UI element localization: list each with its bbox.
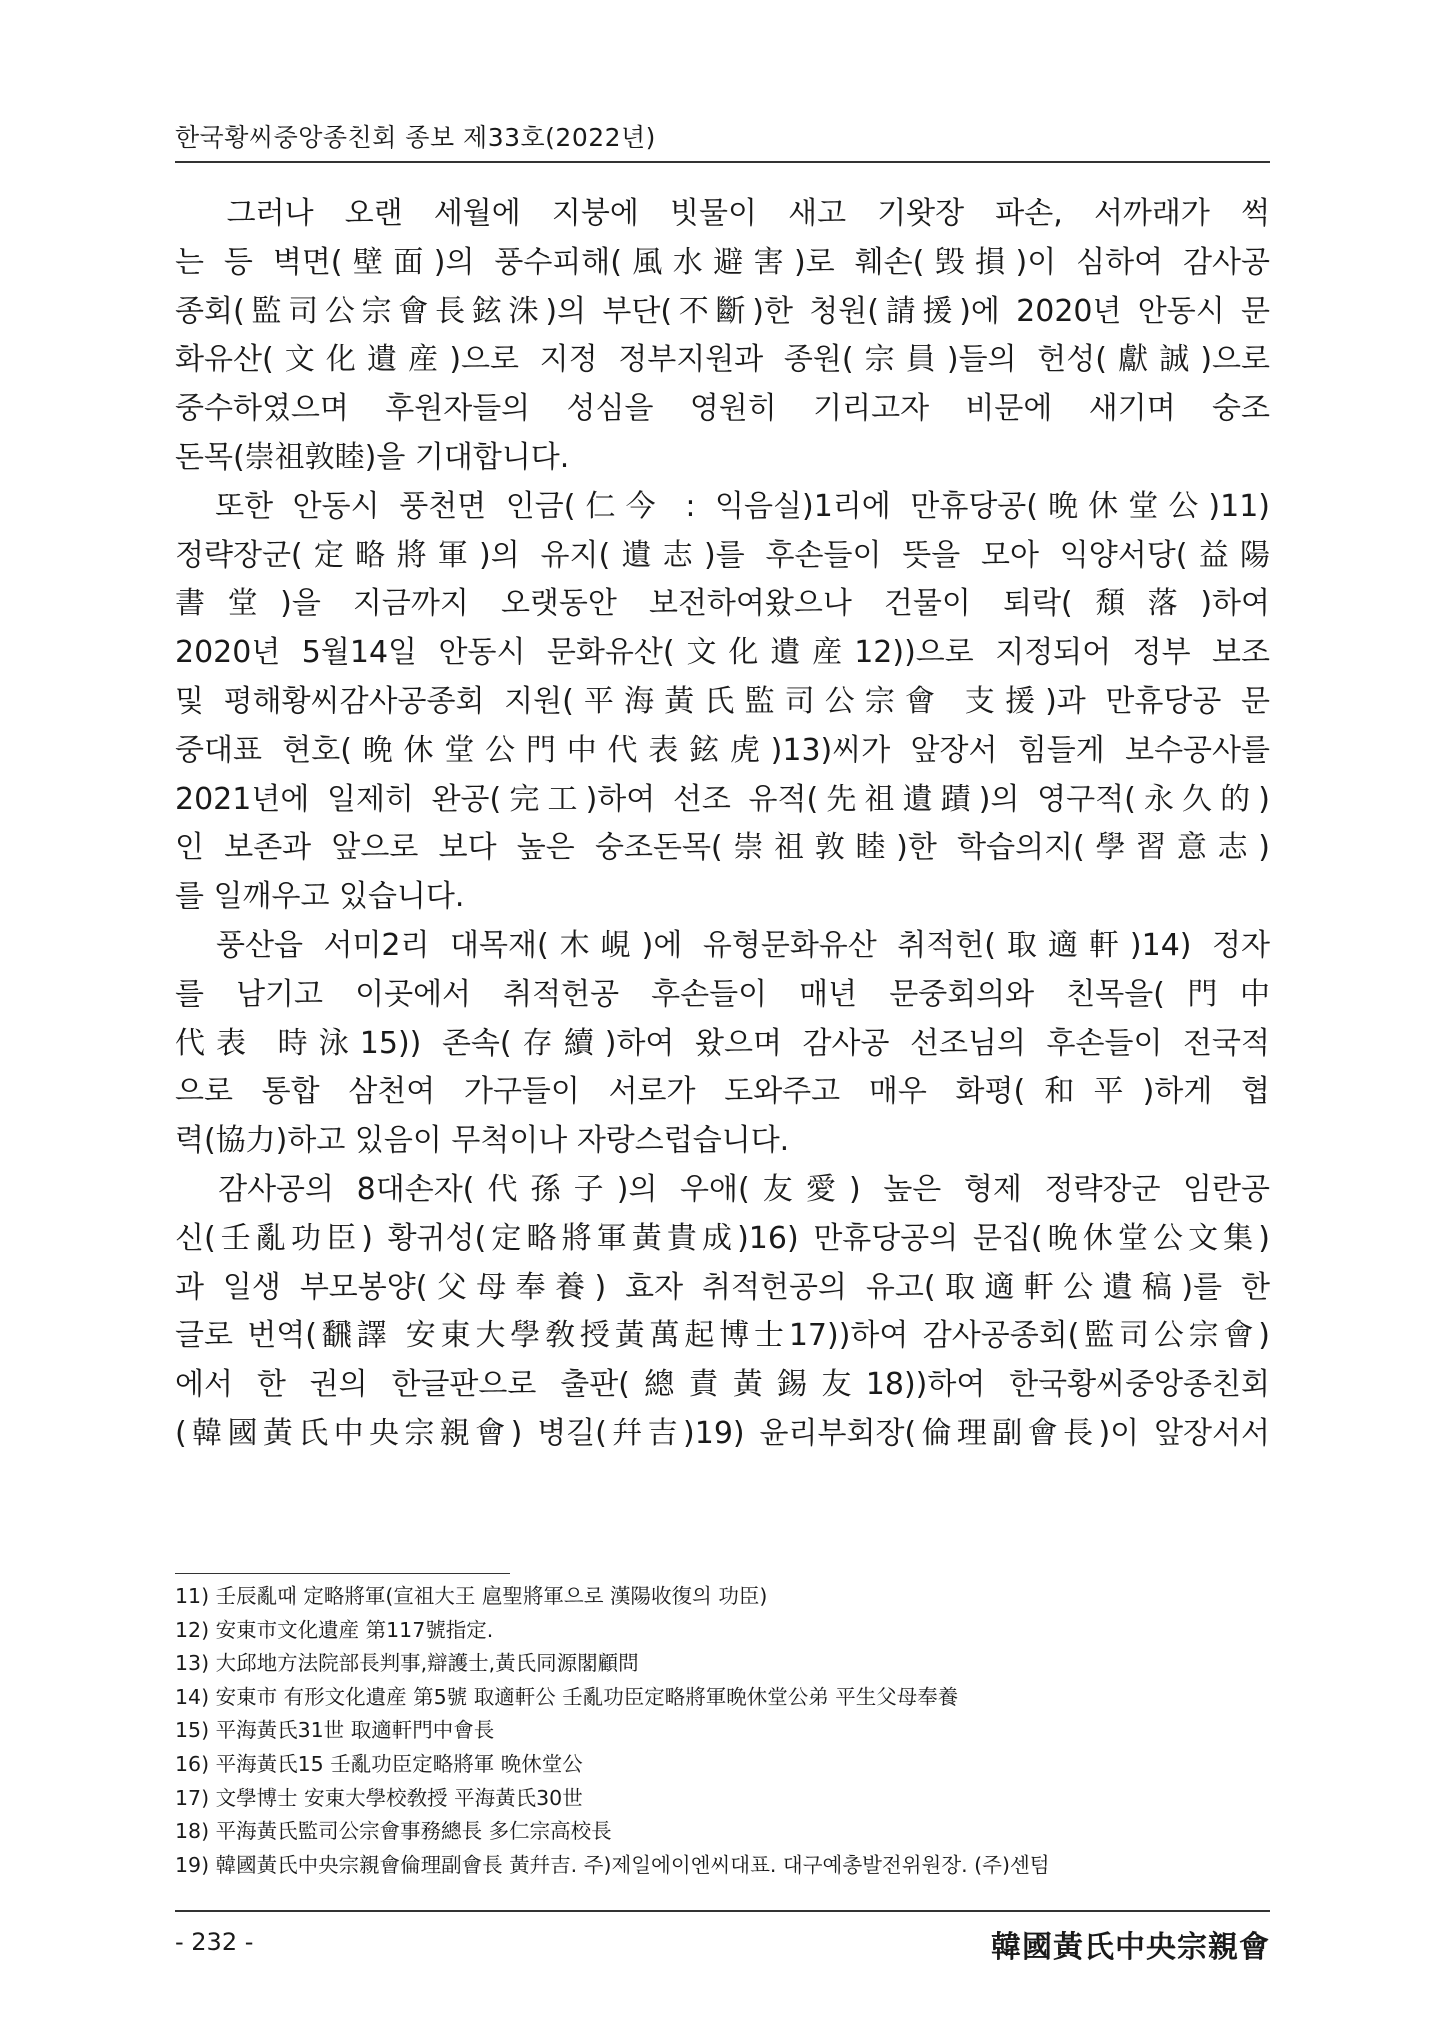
body-line: 代表 時泳15)) 존속(存續)하여 왔으며 감사공 선조님의 후손들이 전국적: [175, 1025, 1270, 1061]
body-line: 화유산(文化遺産)으로 지정 정부지원과 종원(宗員)들의 헌성(獻誠)으로: [175, 342, 1270, 378]
footnote: 17) 文學博士 安東大學校敎授 平海黃氏30世: [175, 1785, 583, 1810]
body-line: 를 일깨우고 있습니다.: [175, 879, 465, 915]
body-line: 2021년에 일제히 완공(完工)하여 선조 유적(先祖遺蹟)의 영구적(永久的): [175, 781, 1270, 817]
footnotes: [175, 1580, 1270, 1882]
footnote-divider: [175, 1573, 510, 1574]
body-line: 및 평해황씨감사공종회 지원(平海黃氏監司公宗會 支援)과 만휴당공 문: [175, 683, 1270, 719]
footnote: 15) 平海黃氏31世 取適軒門中會長: [175, 1718, 495, 1743]
footer-organization: 韓國黃氏中央宗親會: [991, 1930, 1270, 1965]
body-line: 는 등 벽면(壁面)의 풍수피해(風水避害)로 훼손(毁損)이 심하여 감사공: [175, 244, 1270, 280]
body-line: 인 보존과 앞으로 보다 높은 숭조돈목(崇祖敦睦)한 학습의지(學習意志): [175, 830, 1270, 866]
body-text: [175, 190, 1270, 1459]
body-line: 書堂)을 지금까지 오랫동안 보전하여왔으나 건물이 퇴락(頹落)하여: [175, 586, 1270, 622]
body-line: 신(壬亂功臣) 황귀성(定略將軍黃貴成)16) 만휴당공의 문집(晩休堂公文集): [175, 1220, 1270, 1256]
footnote: 18) 平海黃氏監司公宗會事務總長 多仁宗高校長: [175, 1819, 612, 1844]
body-line: 으로 통합 삼천여 가구들이 서로가 도와주고 매우 화평(和平)하게 협: [175, 1074, 1270, 1110]
body-line: 풍산읍 서미2리 대목재(木峴)에 유형문화유산 취적헌(取適軒)14) 정자: [175, 927, 1270, 963]
page-header-title: 한국황씨중앙종친회 종보 제33호(2022년): [175, 123, 656, 152]
body-line: 감사공의 8대손자(代孫子)의 우애(友愛) 높은 형제 정략장군 임란공: [175, 1171, 1270, 1207]
body-line: 또한 안동시 풍천면 인금(仁今 : 익음실)1리에 만휴당공(晩休堂公)11): [175, 488, 1270, 524]
footnote: 12) 安東市文化遺産 第117號指定.: [175, 1617, 494, 1642]
footnote: 14) 安東市 有形文化遺産 第5號 取適軒公 壬亂功臣定略將軍晩休堂公弟 平生父母奉養: [175, 1684, 959, 1709]
page-number: - 232 -: [175, 1928, 254, 1956]
body-line: 글로 번역(飜譯 安東大學敎授黃萬起博士17))하여 감사공종회(監司公宗會): [175, 1318, 1270, 1354]
body-line: (韓國黃氏中央宗親會) 병길(幷吉)19) 윤리부회장(倫理副會長)이 앞장서서: [175, 1415, 1270, 1451]
body-line: 2020년 5월14일 안동시 문화유산(文化遺産12))으로 지정되어 정부 보조: [175, 635, 1270, 671]
body-line: 중수하였으며 후원자들의 성심을 영원히 기리고자 비문에 새기며 숭조: [175, 391, 1270, 427]
footnote: 16) 平海黃氏15 壬亂功臣定略將軍 晩休堂公: [175, 1751, 583, 1776]
body-line: 를 남기고 이곳에서 취적헌공 후손들이 매년 문중회의와 친목을(門中: [175, 976, 1270, 1012]
body-line: 에서 한 권의 한글판으로 출판(總責黃錫友18))하여 한국황씨중앙종친회: [175, 1367, 1270, 1403]
footer-divider: [175, 1910, 1270, 1912]
body-line: 력(協力)하고 있음이 무척이나 자랑스럽습니다.: [175, 1123, 790, 1159]
body-line: 돈목(崇祖敦睦)을 기대합니다.: [175, 439, 570, 475]
footnote: 11) 壬辰亂때 定略將軍(宣祖大王 扈聖將軍으로 漢陽收復의 功臣): [175, 1584, 768, 1608]
footnote: 19) 韓國黃氏中央宗親會倫理副會長 黃幷吉. 주)제일에이엔씨대표. 대구예총발전위원장. (주)센텀: [175, 1852, 1050, 1877]
footnote: 13) 大邱地方法院部長判事,辯護士,黃氏同源閣顧問: [175, 1651, 639, 1676]
body-line: 종회(監司公宗會長鉉洙)의 부단(不斷)한 청원(請援)에 2020년 안동시 문: [175, 293, 1270, 329]
body-line: 그러나 오랜 세월에 지붕에 빗물이 새고 기왓장 파손, 서까래가 썩: [175, 196, 1270, 231]
body-line: 중대표 현호(晩休堂公門中代表鉉虎)13)씨가 앞장서 힘들게 보수공사를: [175, 732, 1270, 768]
body-line: 과 일생 부모봉양(父母奉養) 효자 취적헌공의 유고(取適軒公遺稿)를 한: [175, 1269, 1270, 1305]
header-divider: [175, 161, 1270, 163]
body-line: 정략장군(定略將軍)의 유지(遺志)를 후손들이 뜻을 모아 익양서당(益陽: [175, 537, 1270, 573]
